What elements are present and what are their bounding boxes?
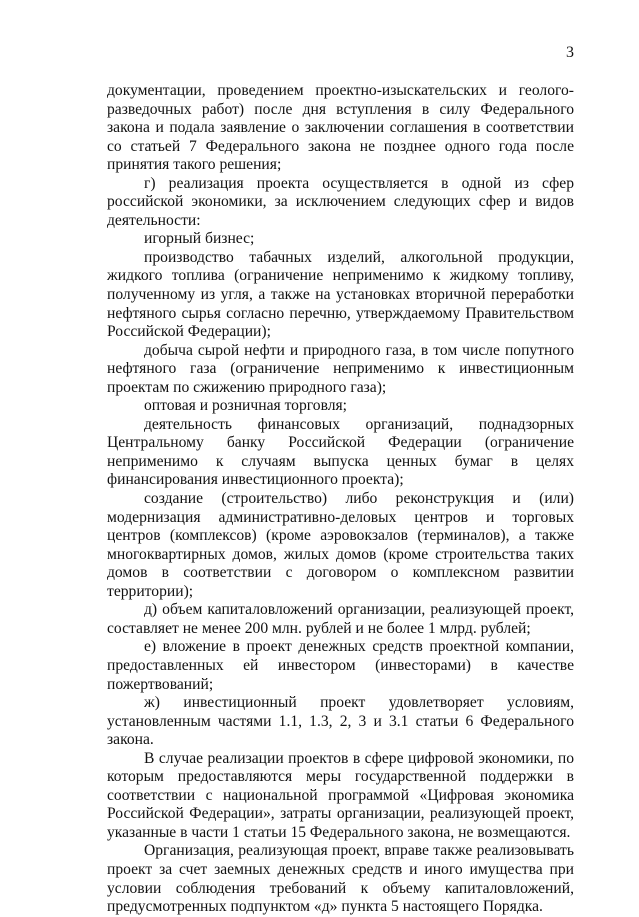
- paragraph-trade: оптовая и розничная торговля;: [144, 397, 348, 415]
- paragraph-borrowed-funds: Организация, реализующая проект, вправе также реализовывать проект за счет заемных денежных средств и иного имущества при условии соблюдения требований к объему капиталовложений, предусмотренных подпунктом «д» пункта 5 настоящего Порядка.: [107, 842, 574, 916]
- paragraph-production: производство табачных изделий, алкогольной продукции, жидкого топлива (ограничение неприменимо к жидкому топливу, полученному из угля, а также на установках вторичной переработки нефтяного сырья согласно перечню, утверждаемому Правительством Российской Федерации);: [107, 248, 574, 341]
- paragraph-oil-gas: добыча сырой нефти и природного газа, в том числе попутного нефтяного газа (ограничение неприменимо к инвестиционным проектам по сжижению природного газа);: [107, 341, 574, 396]
- paragraph-item-e: е) вложение в проект денежных средств проектной компании, предоставленных ей инвестором (инвесторами) в качестве пожертвований;: [107, 638, 574, 693]
- page-number: 3: [566, 44, 574, 61]
- paragraph-gambling: игорный бизнес;: [144, 230, 255, 248]
- paragraph-item-g: г) реализация проекта осуществляется в одной из сфер российской экономики, за исключением следующих сфер и видов деятельности:: [107, 174, 574, 229]
- paragraph-construction: создание (строительство) либо реконструкция и (или) модернизация административно-деловых центров и торговых центров (комплексов) (кроме аэровокзалов (терминалов), а также многоквартирных домов, жилых домов (кроме строительства таких домов в соответствии с договором о комплексном развитии территории);: [107, 490, 574, 600]
- paragraph-financial: деятельность финансовых организаций, поднадзорных Центральному банку Российской Федерации (ограничение неприменимо к случаям выпуска ценных бумаг в целях финансирования инвестиционного проекта);: [107, 415, 574, 489]
- document-body: [107, 82, 574, 917]
- paragraph-item-d: д) объем капиталовложений организации, реализующей проект, составляет не менее 200 млн. рублей и не более 1 млрд. рублей;: [107, 601, 574, 637]
- paragraph-continuation: документации, проведением проектно-изыскательских и геолого-разведочных работ) после дня вступления в силу Федерального закона и подала заявление о заключении соглашения в соответствии со статьей 7 Федерального закона не позднее одного года после принятия такого решения;: [107, 82, 574, 174]
- paragraph-digital-economy: В случае реализации проектов в сфере цифровой экономики, по которым предоставляются меры государственной поддержки в соответствии с национальной программой «Цифровая экономика Российской Федерации», затраты организации, реализующей проект, указанные в части 1 статьи 15 Федерального закона, не возмещаются.: [107, 749, 574, 841]
- paragraph-item-zh: ж) инвестиционный проект удовлетворяет условиям, установленным частями 1.1, 1.3, 2, 3 и 3.1 статьи 6 Федерального закона.: [107, 694, 574, 749]
